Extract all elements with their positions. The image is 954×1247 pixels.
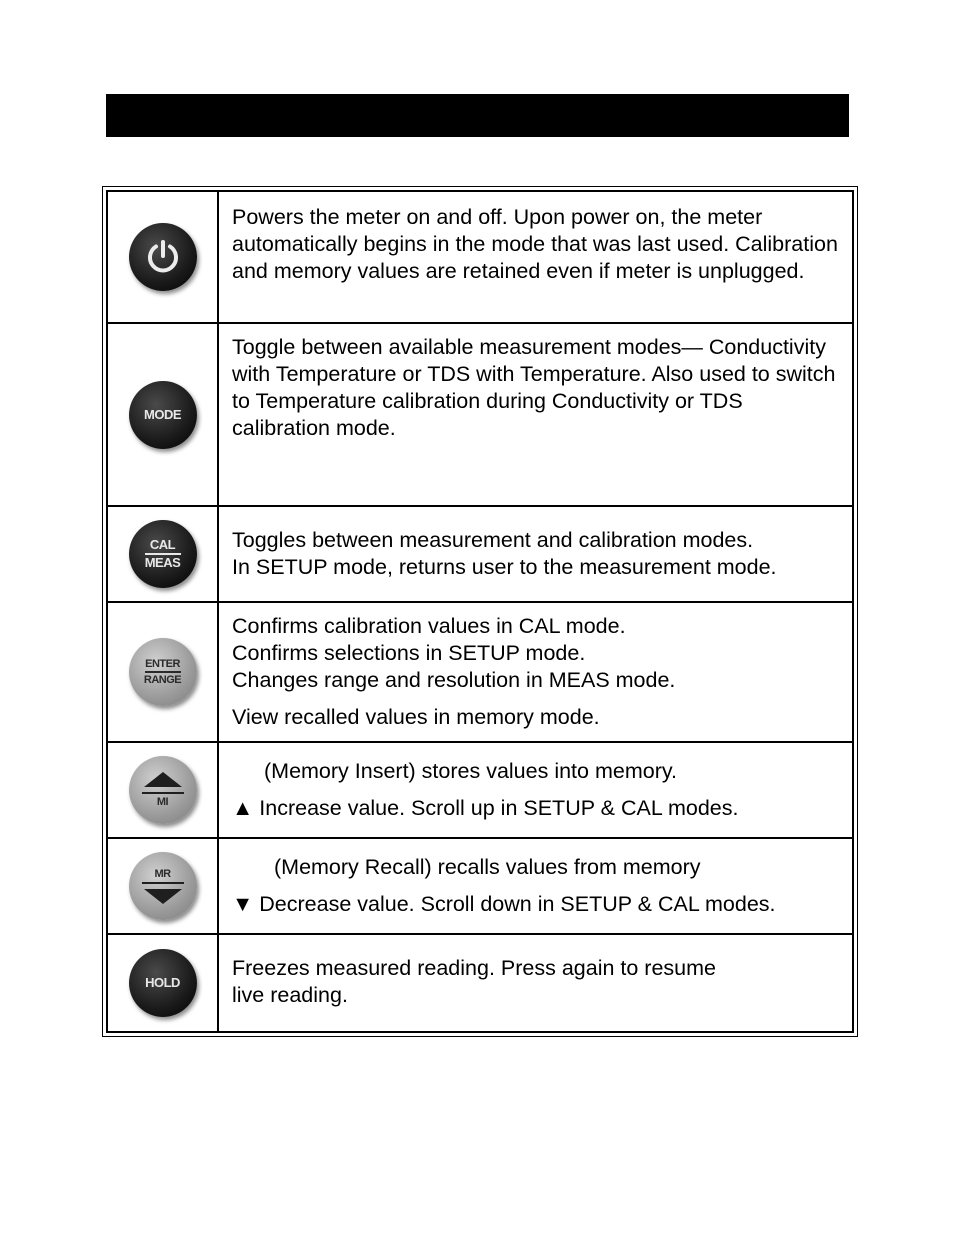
mi-up-button-icon bbox=[129, 756, 197, 824]
table-row-power bbox=[108, 192, 852, 324]
button-divider bbox=[142, 882, 184, 884]
enter-range-button-icon bbox=[129, 638, 197, 706]
icon-cell bbox=[108, 324, 219, 505]
button-label: HOLD bbox=[145, 975, 180, 990]
table-row-hold bbox=[108, 935, 852, 1031]
icon-cell bbox=[108, 935, 219, 1031]
description-line: (Memory Recall) recalls values from memory bbox=[274, 855, 701, 879]
description-line bbox=[232, 795, 840, 822]
section-header-bar bbox=[106, 94, 849, 137]
description-line: Confirms calibration values in CAL mode. bbox=[232, 614, 626, 638]
description-line bbox=[232, 891, 840, 918]
description-text: Powers the meter on and off. Upon power on, the meter automatically begins in the mode that was last used. Calibration and memory values are retained even if meter is unplugged. bbox=[232, 205, 838, 283]
description-text: Decrease value. Scroll down in SETUP & CAL modes. bbox=[259, 892, 776, 916]
description-line: Freezes measured reading. Press again to resume bbox=[232, 956, 716, 980]
description-cell bbox=[219, 192, 852, 322]
description-line: Changes range and resolution in MEAS mode. bbox=[232, 668, 676, 692]
description-line: (Memory Insert) stores values into memory. bbox=[264, 759, 677, 783]
table-row-mode bbox=[108, 324, 852, 507]
button-label: MODE bbox=[144, 406, 181, 422]
description-cell bbox=[219, 839, 852, 933]
button-function-table bbox=[102, 186, 858, 1037]
button-label: MR bbox=[154, 868, 171, 880]
description-cell bbox=[219, 324, 852, 505]
up-triangle-icon: ▲ bbox=[232, 796, 254, 820]
description-line: View recalled values in memory mode. bbox=[232, 705, 600, 729]
button-label-bottom: RANGE bbox=[143, 674, 182, 686]
button-label-top: ENTER bbox=[145, 658, 180, 670]
icon-cell bbox=[108, 743, 219, 837]
icon-cell bbox=[108, 603, 219, 741]
description-cell bbox=[219, 603, 852, 741]
up-arrow-icon bbox=[144, 772, 182, 787]
description-cell bbox=[219, 507, 852, 601]
button-divider bbox=[142, 792, 184, 794]
mr-down-button-icon bbox=[129, 852, 197, 920]
cal-meas-button-icon bbox=[129, 520, 197, 588]
description-text: Toggle between available measurement modes— Conductivity with Temperature or TDS with Temperature. Also used to switch to Temperature calibration during Conductivity or TDS calibration mode. bbox=[232, 335, 836, 440]
description-cell bbox=[219, 743, 852, 837]
icon-cell bbox=[108, 507, 219, 601]
mode-button-icon bbox=[129, 381, 197, 449]
button-label-bottom: MEAS bbox=[144, 555, 181, 570]
button-label: MI bbox=[156, 796, 169, 808]
table-row-mi-up bbox=[108, 743, 852, 839]
button-label-top: CAL bbox=[149, 537, 176, 552]
description-text: Increase value. Scroll up in SETUP & CAL modes. bbox=[259, 796, 739, 820]
icon-cell bbox=[108, 192, 219, 322]
description-line: Toggles between measurement and calibration modes. bbox=[232, 528, 754, 552]
description-line: live reading. bbox=[232, 983, 348, 1007]
description-line: In SETUP mode, returns user to the measurement mode. bbox=[232, 555, 777, 579]
table-row-mr-down bbox=[108, 839, 852, 935]
power-icon bbox=[129, 223, 197, 291]
description-cell bbox=[219, 935, 852, 1031]
table-row-cal-meas bbox=[108, 507, 852, 603]
button-divider bbox=[145, 671, 181, 673]
down-arrow-icon bbox=[144, 889, 182, 904]
hold-button-icon bbox=[129, 949, 197, 1017]
icon-cell bbox=[108, 839, 219, 933]
down-triangle-icon: ▼ bbox=[232, 892, 254, 916]
description-line: Confirms selections in SETUP mode. bbox=[232, 641, 586, 665]
table-row-enter-range bbox=[108, 603, 852, 743]
table-frame bbox=[106, 190, 854, 1033]
